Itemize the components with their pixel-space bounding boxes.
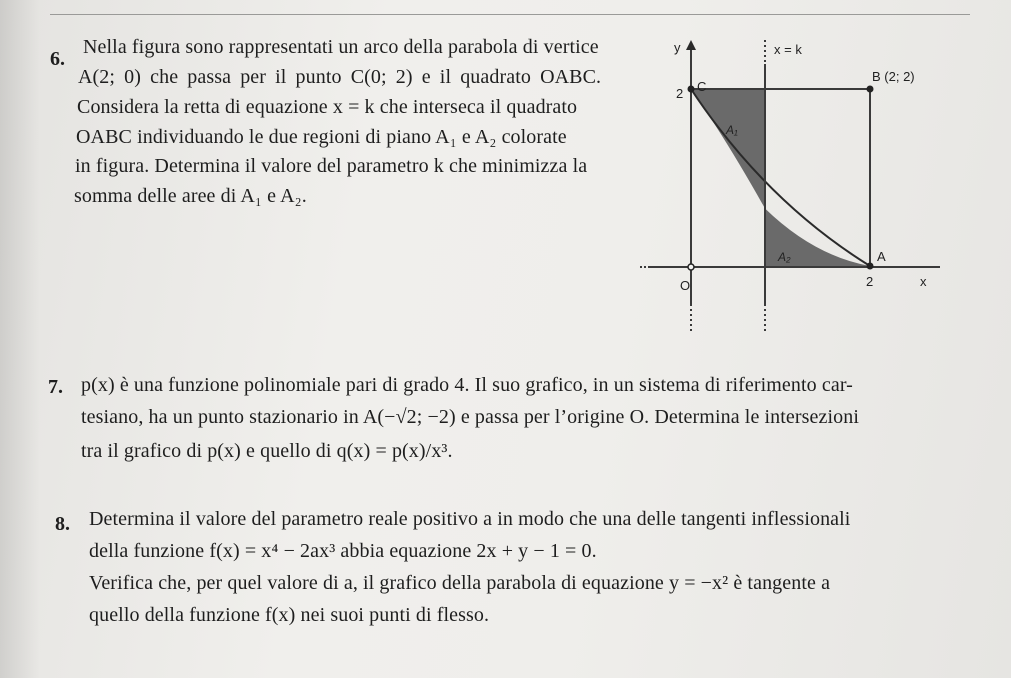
top-rule bbox=[50, 14, 970, 15]
line-k-label: x = k bbox=[774, 42, 802, 57]
problem-line: tra il grafico di p(x) e quello di q(x) = p(x)/x³. bbox=[81, 440, 453, 462]
origin-label: O bbox=[680, 278, 691, 293]
problem-line: OABC individuando le due regioni di piano A₁ e A₂ colorate bbox=[76, 126, 567, 148]
point-c bbox=[688, 86, 695, 93]
y-axis-label: y bbox=[674, 40, 681, 55]
point-a-label: A bbox=[877, 249, 886, 264]
problem-number: 6. bbox=[50, 48, 65, 70]
problem-line: A(2; 0) che passa per il punto C(0; 2) e il quadrato OABC. bbox=[78, 66, 602, 88]
region-a2-label: A₂ bbox=[778, 250, 791, 264]
y-arrow-icon bbox=[686, 40, 696, 50]
region-a1-label: A₁ bbox=[726, 123, 738, 137]
problem-line: Verifica che, per quel valore di a, il grafico della parabola di equazione y = −x² è tangente a bbox=[89, 572, 831, 594]
problem-number: 8. bbox=[55, 513, 70, 535]
y-tick-label: 2 bbox=[676, 86, 684, 101]
problem-line: in figura. Determina il valore del parametro k che minimizza la bbox=[75, 155, 588, 177]
problem-line: Nella figura sono rappresentati un arco della parabola di vertice bbox=[83, 36, 599, 58]
problem-line: quello della funzione f(x) nei suoi punti di flesso. bbox=[89, 604, 490, 626]
problem-number: 7. bbox=[48, 376, 63, 398]
problem-line: Considera la retta di equazione x = k che interseca il quadrato bbox=[77, 96, 578, 118]
x-tick-label: 2 bbox=[866, 274, 874, 289]
point-a bbox=[867, 263, 874, 270]
problem-line: Determina il valore del parametro reale positivo a in modo che una delle tangenti inflessionali bbox=[89, 508, 851, 530]
point-b bbox=[867, 86, 874, 93]
point-b-label: B (2; 2) bbox=[872, 69, 915, 84]
page-shadow bbox=[0, 0, 40, 678]
problem-line: tesiano, ha un punto stazionario in A(−√2; −2) e passa per l’origine O. Determina le intersezioni bbox=[81, 406, 860, 428]
x-axis-label: x bbox=[920, 274, 927, 289]
problem-line: somma delle aree di A₁ e A₂. bbox=[74, 185, 307, 207]
origin-point bbox=[688, 264, 694, 270]
problem-line: della funzione f(x) = x⁴ − 2ax³ abbia equazione 2x + y − 1 = 0. bbox=[89, 540, 597, 562]
problem-line: p(x) è una funzione polinomiale pari di grado 4. Il suo grafico, in un sistema di riferimento car- bbox=[81, 374, 853, 396]
point-c-label: C bbox=[697, 79, 707, 94]
parabola-square-figure bbox=[640, 36, 960, 336]
